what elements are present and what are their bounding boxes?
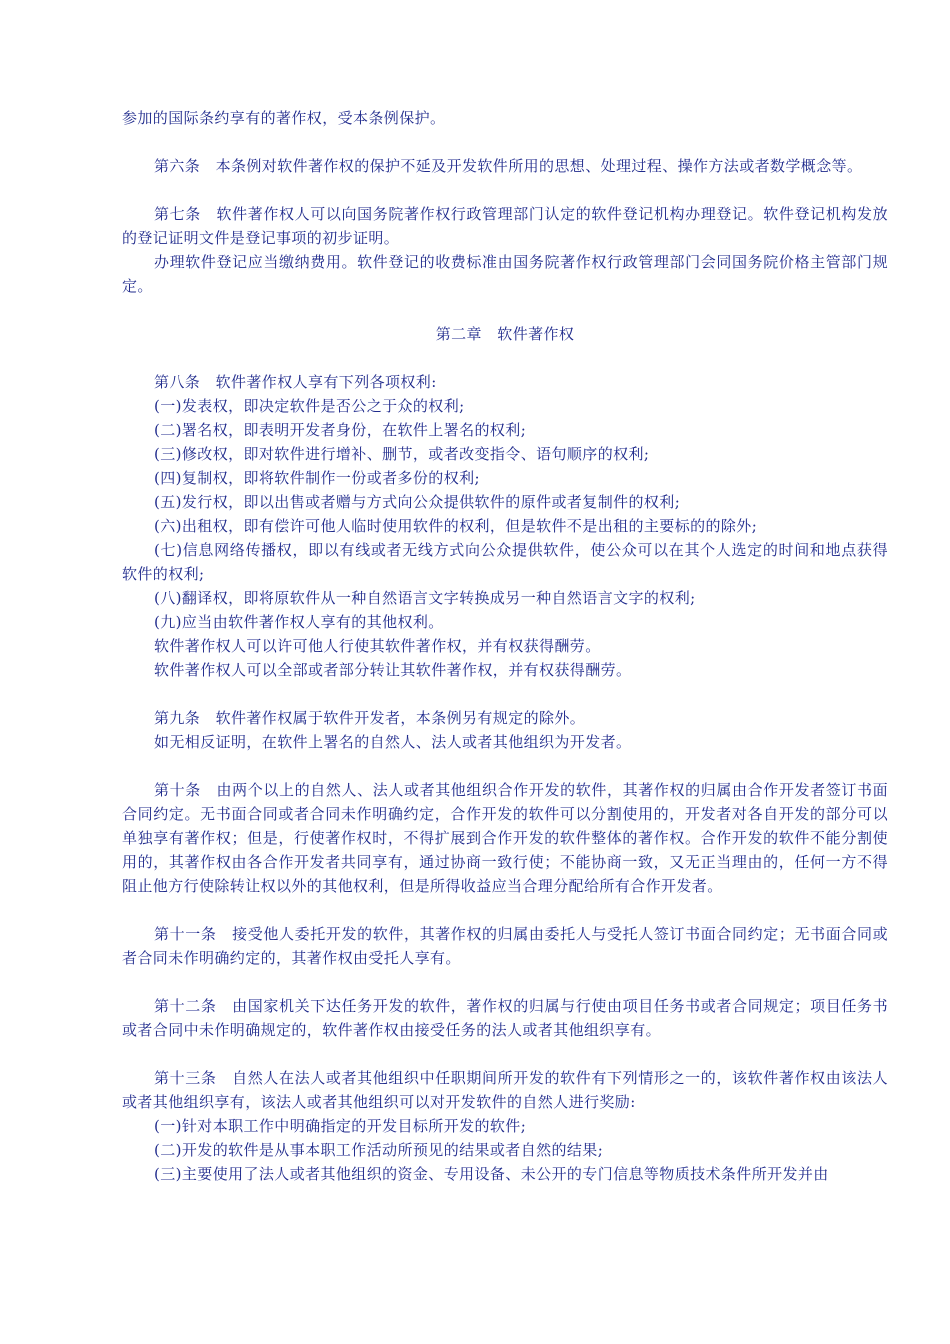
paragraph: 办理软件登记应当缴纳费用。软件登记的收费标准由国务院著作权行政管理部门会同国务院价格主管部门规定。 [122,253,888,295]
paragraph: (六)出租权，即有偿许可他人临时使用软件的权利，但是软件不是出租的主要标的的除外; [154,517,758,535]
paragraph: 软件著作权人可以全部或者部分转让其软件著作权，并有权获得酬劳。 [154,661,632,679]
paragraph: (七)信息网络传播权，即以有线或者无线方式向公众提供软件，使公众可以在其个人选定的时间和地点获得软件的权利; [122,541,888,583]
paragraph: (九)应当由软件著作权人享有的其他权利。 [154,613,444,631]
paragraph: 第十二条 由国家机关下达任务开发的软件，著作权的归属与行使由项目任务书或者合同规定；项目任务书或者合同中未作明确规定的，软件著作权由接受任务的法人或者其他组织享有。 [122,997,888,1039]
paragraph: 第八条 软件著作权人享有下列各项权利: [154,373,437,391]
paragraph: (三)修改权，即对软件进行增补、删节，或者改变指令、语句顺序的权利; [154,445,650,463]
paragraph: 第六条 本条例对软件著作权的保护不延及开发软件所用的思想、处理过程、操作方法或者数学概念等。 [154,157,863,175]
chapter-heading: 第二章 软件著作权 [435,325,575,343]
paragraph: 第十条 由两个以上的自然人、法人或者其他组织合作开发的软件，其著作权的归属由合作开发者签订书面合同约定。无书面合同或者合同未作明确约定，合作开发的软件可以分割使用的，开发者对各自开发的部分可以单独享有著作权；但是，行使著作权时，不得扩展到合作开发的软件整体的著作权。合作开发的软件不能分割使用的，其著作权由各合作开发者共同享有，通过协商一致行使；不能协商一致，又无正当理由的，任何一方不得阻止他方行使除转让权以外的其他权利，但是所得收益应当合理分配给所有合作开发者。 [122,781,888,895]
paragraph: (二)开发的软件是从事本职工作活动所预见的结果或者自然的结果; [154,1141,604,1159]
paragraph: 第十三条 自然人在法人或者其他组织中任职期间所开发的软件有下列情形之一的，该软件著作权由该法人或者其他组织享有，该法人或者其他组织可以对开发软件的自然人进行奖励: [122,1069,888,1111]
paragraph: 参加的国际条约享有的著作权，受本条例保护。 [122,109,446,127]
paragraph: (一)发表权，即决定软件是否公之于众的权利; [154,397,465,415]
paragraph: 第十一条 接受他人委托开发的软件，其著作权的归属由委托人与受托人签订书面合同约定；无书面合同或者合同未作明确约定的，其著作权由受托人享有。 [122,925,888,967]
paragraph: (三)主要使用了法人或者其他组织的资金、专用设备、未公开的专门信息等物质技术条件所开发并由 [154,1165,829,1183]
document-body [122,106,888,1186]
paragraph: 第七条 软件著作权人可以向国务院著作权行政管理部门认定的软件登记机构办理登记。软件登记机构发放的登记证明文件是登记事项的初步证明。 [122,205,888,247]
paragraph: (二)署名权，即表明开发者身份，在软件上署名的权利; [154,421,527,439]
paragraph: 如无相反证明，在软件上署名的自然人、法人或者其他组织为开发者。 [154,733,632,751]
paragraph: (八)翻译权，即将原软件从一种自然语言文字转换成另一种自然语言文字的权利; [154,589,696,607]
paragraph: 软件著作权人可以许可他人行使其软件著作权，并有权获得酬劳。 [154,637,601,655]
paragraph: (五)发行权，即以出售或者赠与方式向公众提供软件的原件或者复制件的权利; [154,493,681,511]
paragraph: (一)针对本职工作中明确指定的开发目标所开发的软件; [154,1117,527,1135]
paragraph: (四)复制权，即将软件制作一份或者多份的权利; [154,469,480,487]
paragraph: 第九条 软件著作权属于软件开发者，本条例另有规定的除外。 [154,709,586,727]
